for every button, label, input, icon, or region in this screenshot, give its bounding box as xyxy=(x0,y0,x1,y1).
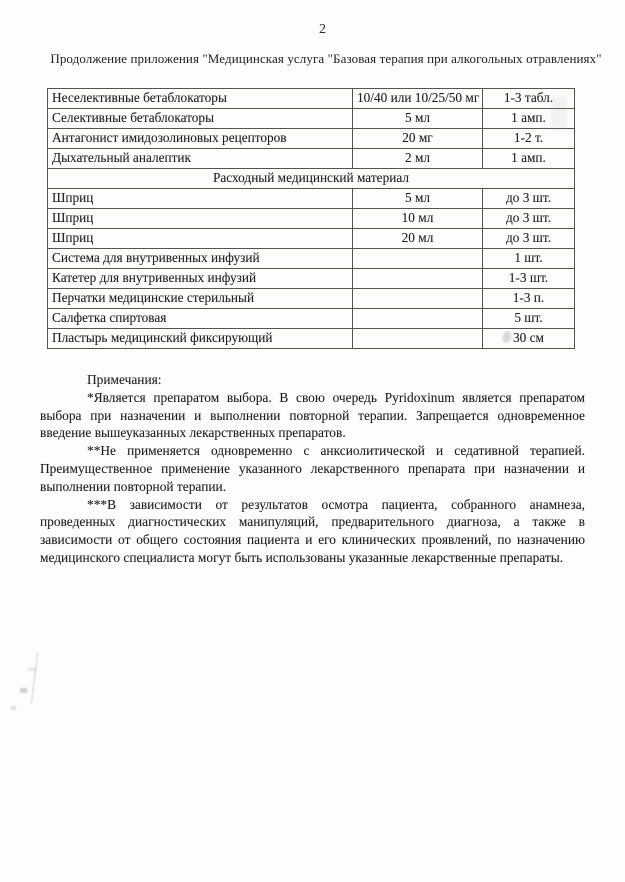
cell-name: Шприц xyxy=(48,229,353,249)
cell-dose: 20 мг xyxy=(353,129,483,149)
table-row xyxy=(48,189,575,209)
table-row xyxy=(48,289,575,309)
cell-name: Салфетка спиртовая xyxy=(48,309,353,329)
cell-name: Дыхательный аналептик xyxy=(48,149,353,169)
cell-qty: 1 амп. xyxy=(483,109,575,129)
cell-dose: 5 мл xyxy=(353,189,483,209)
scan-artifact xyxy=(31,652,40,704)
table-row xyxy=(48,269,575,289)
doc-header-title: Продолжение приложения "Медицинская услуга "Базовая терапия при алкогольных отравлениях" xyxy=(50,51,602,66)
table-row xyxy=(48,249,575,269)
cell-qty: 1 шт. xyxy=(483,249,575,269)
table-row xyxy=(48,209,575,229)
table-row xyxy=(48,89,575,109)
cell-dose xyxy=(353,249,483,269)
cell-name: Перчатки медицинские стерильный xyxy=(48,289,353,309)
cell-dose: 5 мл xyxy=(353,109,483,129)
page-number: 2 xyxy=(319,22,326,37)
cell-name: Пластырь медицинский фиксирующий xyxy=(48,329,353,349)
scan-artifact xyxy=(11,706,16,710)
cell-dose: 10 мл xyxy=(353,209,483,229)
table-row xyxy=(48,229,575,249)
cell-qty: 1-3 шт. xyxy=(483,269,575,289)
cell-qty: 1-2 т. xyxy=(483,129,575,149)
section-header-cell: Расходный медицинский материал xyxy=(48,169,575,189)
scan-artifact xyxy=(20,688,27,693)
cell-name: Неселективные бетаблокаторы xyxy=(48,89,353,109)
note-paragraph: *Является препаратом выбора. В свою очередь Pyridoxinum является препаратом выбора при назначении и выполнении повторной терапии. Запрещается одновременное введение вышеуказанных лекарственных препаратов. xyxy=(40,389,585,441)
medication-table xyxy=(47,88,575,349)
note-paragraph: ***В зависимости от результатов осмотра пациента, собранного анамнеза, проведенных диагностических манипуляций, предварительного диагноза, а также в зависимости от общего состояния пациента и его клинических проявлений, по назначению медицинского специалиста могут быть использованы указанные лекарственные препараты. xyxy=(40,496,585,565)
medication-table-body xyxy=(48,89,575,349)
table-row xyxy=(48,129,575,149)
table-row xyxy=(48,329,575,349)
cell-qty: 30 см xyxy=(483,329,575,349)
cell-qty: до 3 шт. xyxy=(483,209,575,229)
cell-name: Антагонист имидозолиновых рецепторов xyxy=(48,129,353,149)
cell-name: Катетер для внутривенных инфузий xyxy=(48,269,353,289)
cell-name: Шприц xyxy=(48,189,353,209)
cell-qty: 1-3 табл. xyxy=(483,89,575,109)
cell-name: Система для внутривенных инфузий xyxy=(48,249,353,269)
cell-dose xyxy=(353,309,483,329)
cell-dose: 2 мл xyxy=(353,149,483,169)
cell-qty: 5 шт. xyxy=(483,309,575,329)
cell-qty: до 3 шт. xyxy=(483,229,575,249)
cell-dose xyxy=(353,289,483,309)
cell-qty: до 3 шт. xyxy=(483,189,575,209)
cell-dose xyxy=(353,329,483,349)
notes-section xyxy=(40,371,585,567)
table-row xyxy=(48,109,575,129)
cell-qty: 1 амп. xyxy=(483,149,575,169)
cell-dose: 10/40 или 10/25/50 мг xyxy=(353,89,483,109)
notes-label: Примечания: xyxy=(87,372,162,387)
cell-name: Селективные бетаблокаторы xyxy=(48,109,353,129)
cell-dose xyxy=(353,269,483,289)
cell-qty: 1-3 п. xyxy=(483,289,575,309)
scan-artifact xyxy=(28,668,37,671)
table-row xyxy=(48,309,575,329)
table-row xyxy=(48,149,575,169)
cell-dose: 20 мл xyxy=(353,229,483,249)
note-paragraph: **Не применяется одновременно с анксиолитической и седативной терапией. Преимущественное применение указанного лекарственного препарата при назначении и выполнении повторной терапии. xyxy=(40,443,585,494)
cell-name: Шприц xyxy=(48,209,353,229)
section-header-row xyxy=(48,169,575,189)
